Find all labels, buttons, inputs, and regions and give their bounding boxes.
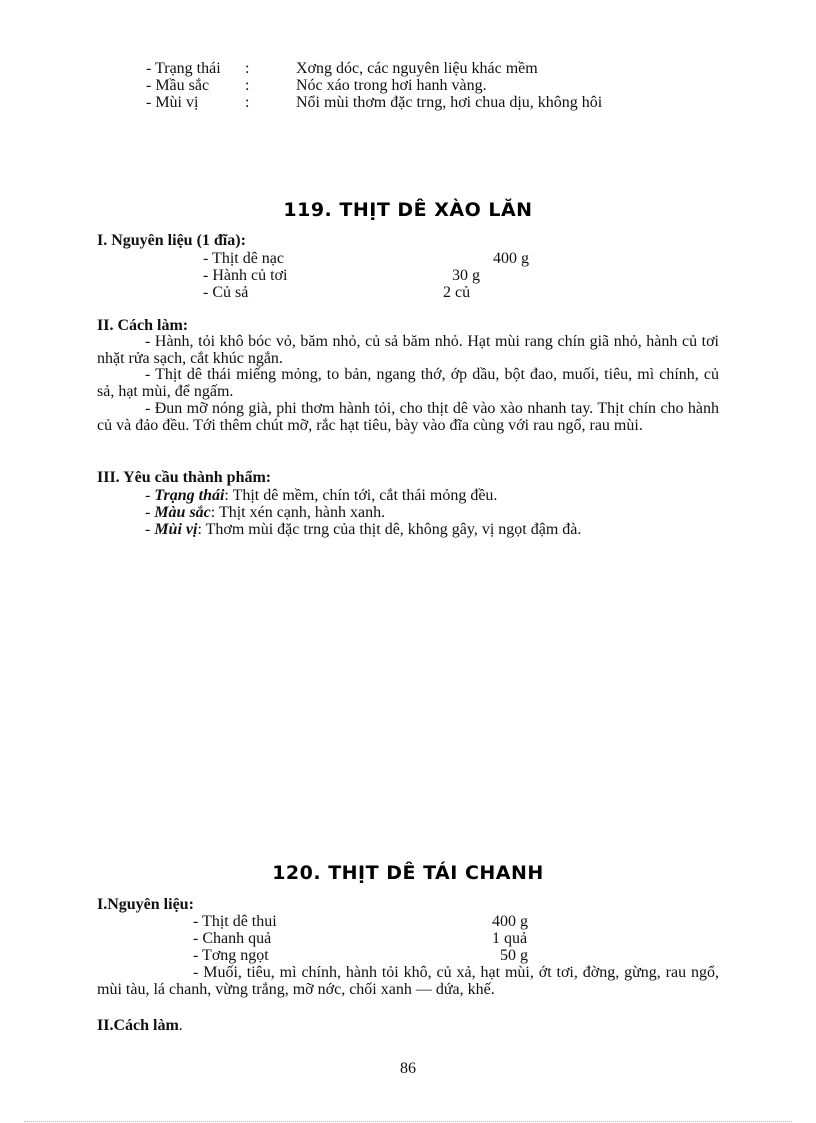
ingredient-name: - Chanh quả <box>193 930 272 947</box>
method-paragraph: - Đun mỡ nóng già, phi thơm hành tỏi, cho thịt dê vào xào nhanh tay. Thịt chín cho hành củ và đảo đều. Tới thêm chút mỡ, rắc hạt tiêu, bày vào đĩa cùng với rau ngổ, rau mùi. <box>97 400 719 434</box>
requirement-row: - Mùi vị: Thơm mùi đặc trng của thịt dê, không gây, vị ngọt đậm đà. <box>145 521 582 538</box>
ingredient-name: - Thịt dê thui <box>193 913 277 930</box>
ingredient-qty: 30 g <box>452 267 480 284</box>
requirement-text: : Thịt dê mềm, chín tới, cắt thái mỏng đều. <box>224 487 498 504</box>
ingredient-name: - Củ sả <box>203 284 249 301</box>
requirement-text: : Thịt xén cạnh, hành xanh. <box>210 504 386 521</box>
ingredient-name: - Hành củ tơi <box>203 267 288 284</box>
ingredient-qty: 400 g <box>493 250 529 267</box>
recipe-120-method-heading: II.Cách làm <box>97 1017 179 1034</box>
color-value: Nóc xáo trong hơi hanh vàng. <box>296 77 487 94</box>
requirement-row: - Màu sắc: Thịt xén cạnh, hành xanh. <box>145 504 386 521</box>
color-sep: : <box>245 77 250 94</box>
recipe-120-ingredients-heading: I.Nguyên liệu: <box>97 896 194 913</box>
status-value: Xơng dóc, các nguyên liệu khác mềm <box>296 60 538 77</box>
ingredient-qty: 2 củ <box>443 284 471 301</box>
method-paragraph: - Hành, tỏi khô bóc vỏ, băm nhỏ, củ sả băm nhỏ. Hạt mùi rang chín giã nhỏ, hành củ tơi nhặt rửa sạch, cắt khúc ngắn. <box>97 333 719 367</box>
ingredient-qty: 50 g <box>500 947 528 964</box>
ingredient-name: - Thịt dê nạc <box>203 250 285 267</box>
color-label: - Mầu sắc <box>146 77 210 94</box>
requirement-label: Màu sắc <box>154 504 211 521</box>
recipe-119-title: 119. THỊT DÊ XÀO LĂN <box>283 199 533 221</box>
requirement-row: - Trạng thái: Thịt dê mềm, chín tới, cắt thái mỏng đều. <box>145 487 498 504</box>
status-label: - Trạng thái <box>146 60 221 77</box>
taste-label: - Mùi vị <box>146 94 199 111</box>
ingredient-qty: 1 quả <box>492 930 528 947</box>
method-paragraph: - Thịt dê thái miếng mỏng, to bản, ngang thớ, ớp dầu, bột đao, muối, tiêu, mì chính, củ sả, hạt mùi, để ngấm. <box>97 366 719 400</box>
recipe-119-requirements-heading: III. Yêu cầu thành phẩm: <box>97 469 272 486</box>
status-sep: : <box>245 60 250 77</box>
extra-ingredients: - Muối, tiêu, mì chính, hành tỏi khô, củ xả, hạt mùi, ớt tơi, đờng, gừng, rau ngổ, mùi tàu, lá chanh, vừng trắng, mỡ nớc, chối xanh — dứa, khế. <box>97 964 719 998</box>
taste-value: Nổi mùi thơm đặc trng, hơi chua dịu, không hôi <box>296 94 603 111</box>
recipe-120-title: 120. THỊT DÊ TÁI CHANH <box>272 862 544 884</box>
recipe-119-method-heading: II. Cách làm: <box>97 317 189 334</box>
requirement-label: Mùi vị <box>154 521 198 538</box>
recipe-119-ingredients-heading: I. Nguyên liệu (1 đĩa): <box>97 232 246 249</box>
ingredient-name: - Tơng ngọt <box>193 947 269 964</box>
requirement-text: : Thơm mùi đặc trng của thịt dê, không gây, vị ngọt đậm đà. <box>197 521 582 538</box>
recipe-120-method <box>97 1017 183 1034</box>
ingredient-qty: 400 g <box>492 913 528 930</box>
method-tail: . <box>178 1017 183 1034</box>
page-number: 86 <box>400 1060 416 1077</box>
requirement-label: Trạng thái <box>154 487 225 504</box>
taste-sep: : <box>245 94 250 111</box>
page-bottom-divider <box>24 1121 792 1122</box>
